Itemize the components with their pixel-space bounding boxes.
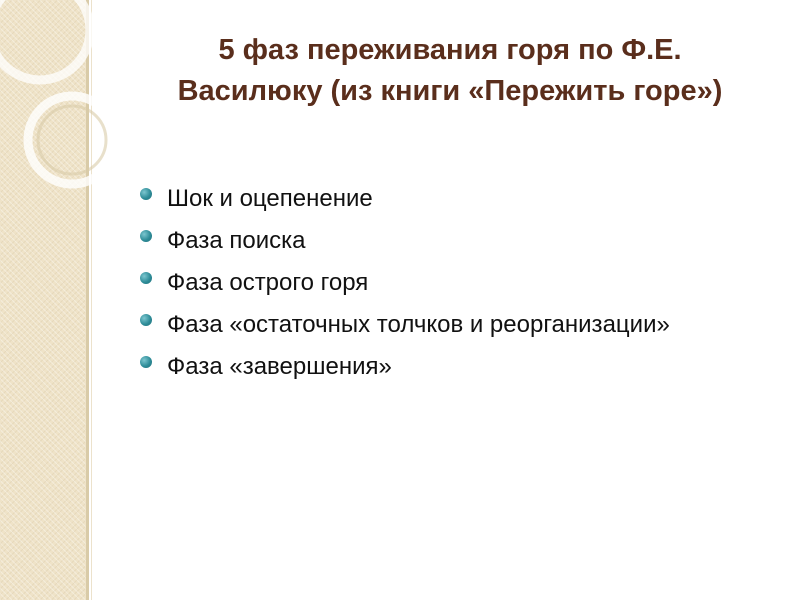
bullet-text: Шок и оцепенение <box>167 185 373 212</box>
bullet-item-search <box>140 220 790 262</box>
teal-circle-bullet-icon <box>140 230 152 242</box>
bullet-text: Фаза поиска <box>167 227 306 254</box>
slide-title-line-1: 5 фаз переживания горя по Ф.Е. <box>218 34 682 66</box>
bullet-text: Фаза «завершения» <box>167 353 392 380</box>
bullet-item-completion <box>140 346 790 388</box>
bullet-item-reorganization <box>140 304 790 346</box>
bullet-item-acute-grief <box>140 262 790 304</box>
teal-circle-bullet-icon <box>140 314 152 326</box>
bullet-item-shock <box>140 178 790 220</box>
slide-title-line-2: Василюку (из книги «Пережить горе») <box>177 75 723 107</box>
ring-decoration <box>0 0 120 220</box>
slide-title <box>110 30 790 112</box>
bullet-text: Фаза острого горя <box>167 269 369 296</box>
ring-top <box>0 0 90 80</box>
ring-middle <box>28 96 116 184</box>
bullet-text: Фаза «остаточных толчков и реорганизации» <box>167 311 670 338</box>
teal-circle-bullet-icon <box>140 272 152 284</box>
bullet-list <box>140 178 790 388</box>
ring-middle-inner <box>38 106 106 174</box>
teal-circle-bullet-icon <box>140 188 152 200</box>
teal-circle-bullet-icon <box>140 356 152 368</box>
